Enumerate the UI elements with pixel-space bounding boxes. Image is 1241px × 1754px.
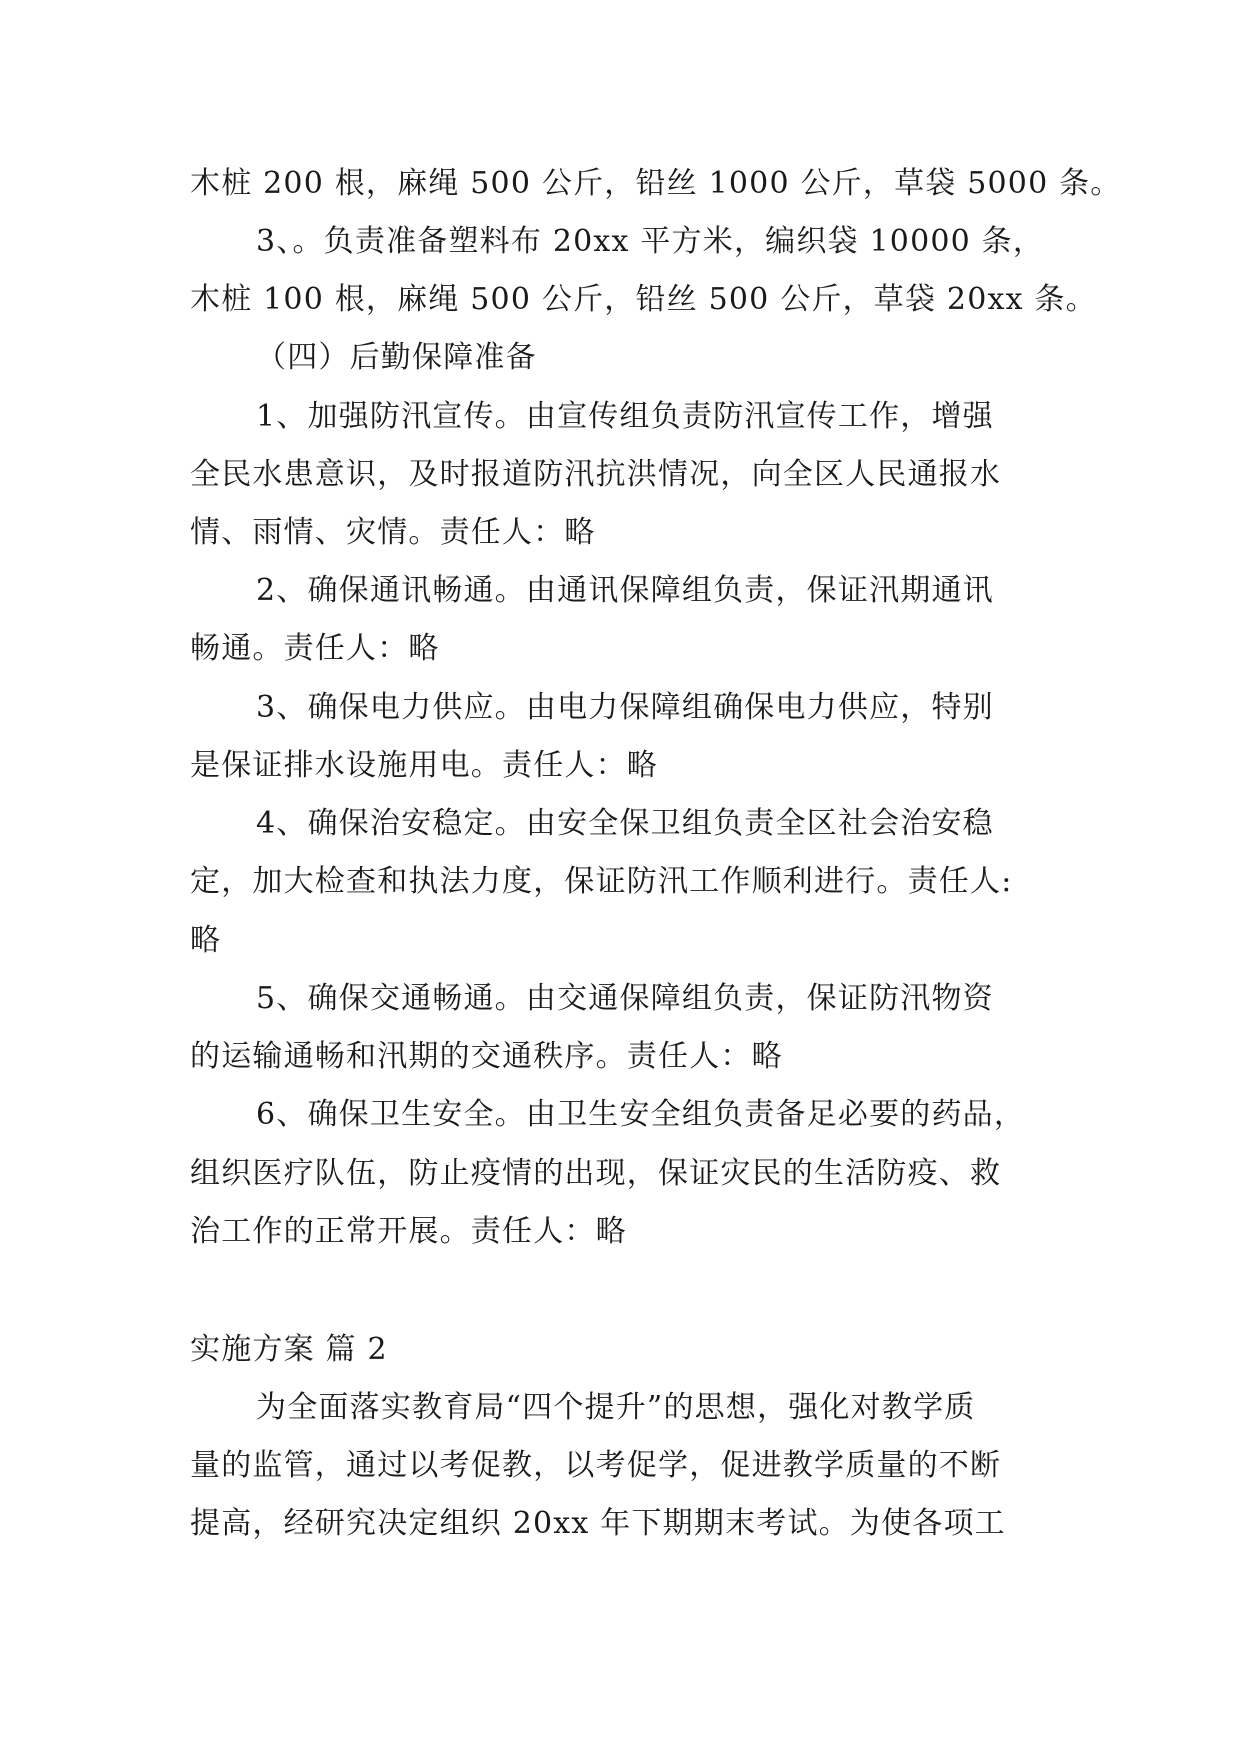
text-line: 木桩 100 根，麻绳 500 公斤，铅丝 500 公斤，草袋 20xx 条。 — [190, 282, 1097, 317]
text-line: 为全面落实教育局“四个提升”的思想，强化对教学质 — [256, 1390, 976, 1425]
text-line: 4、确保治安稳定。由安全保卫组负责全区社会治安稳 — [256, 806, 994, 841]
text-line: 提高，经研究决定组织 20xx 年下期期末考试。为使各项工 — [190, 1506, 1006, 1541]
text-line: 情、雨情、灾情。责任人：略 — [190, 515, 596, 550]
text-line: 3、确保电力供应。由电力保障组确保电力供应，特别 — [256, 690, 994, 725]
section-heading: （四）后勤保障准备 — [256, 340, 537, 375]
text-line: 6、确保卫生安全。由卫生安全组负责备足必要的药品， — [256, 1097, 1026, 1132]
text-line: 3、。负责准备塑料布 20xx 平方米，编织袋 10000 条， — [256, 224, 1045, 259]
text-line: 略 — [190, 923, 222, 958]
text-line: 定，加大检查和执法力度，保证防汛工作顺利进行。责任人: — [190, 864, 1013, 899]
text-line: 2、确保通讯畅通。由通讯保障组负责，保证汛期通讯 — [256, 573, 994, 608]
text-line: 组织医疗队伍，防止疫情的出现，保证灾民的生活防疫、救 — [190, 1156, 1002, 1191]
text-line: 1、加强防汛宣传。由宣传组负责防汛宣传工作，增强 — [256, 399, 994, 434]
section-title: 实施方案 篇 2 — [190, 1332, 388, 1367]
text-line: 全民水患意识，及时报道防汛抗洪情况，向全区人民通报水 — [190, 457, 1002, 492]
text-line: 的运输通畅和汛期的交通秩序。责任人：略 — [190, 1039, 783, 1074]
text-line: 量的监管，通过以考促教，以考促学，促进教学质量的不断 — [190, 1448, 1002, 1483]
text-line: 治工作的正常开展。责任人：略 — [190, 1214, 627, 1249]
text-line: 5、确保交通畅通。由交通保障组负责，保证防汛物资 — [256, 981, 994, 1016]
text-line: 畅通。责任人：略 — [190, 631, 440, 666]
text-line: 是保证排水设施用电。责任人：略 — [190, 748, 658, 783]
text-line: 木桩 200 根，麻绳 500 公斤，铅丝 1000 公斤，草袋 5000 条。 — [190, 166, 1122, 201]
